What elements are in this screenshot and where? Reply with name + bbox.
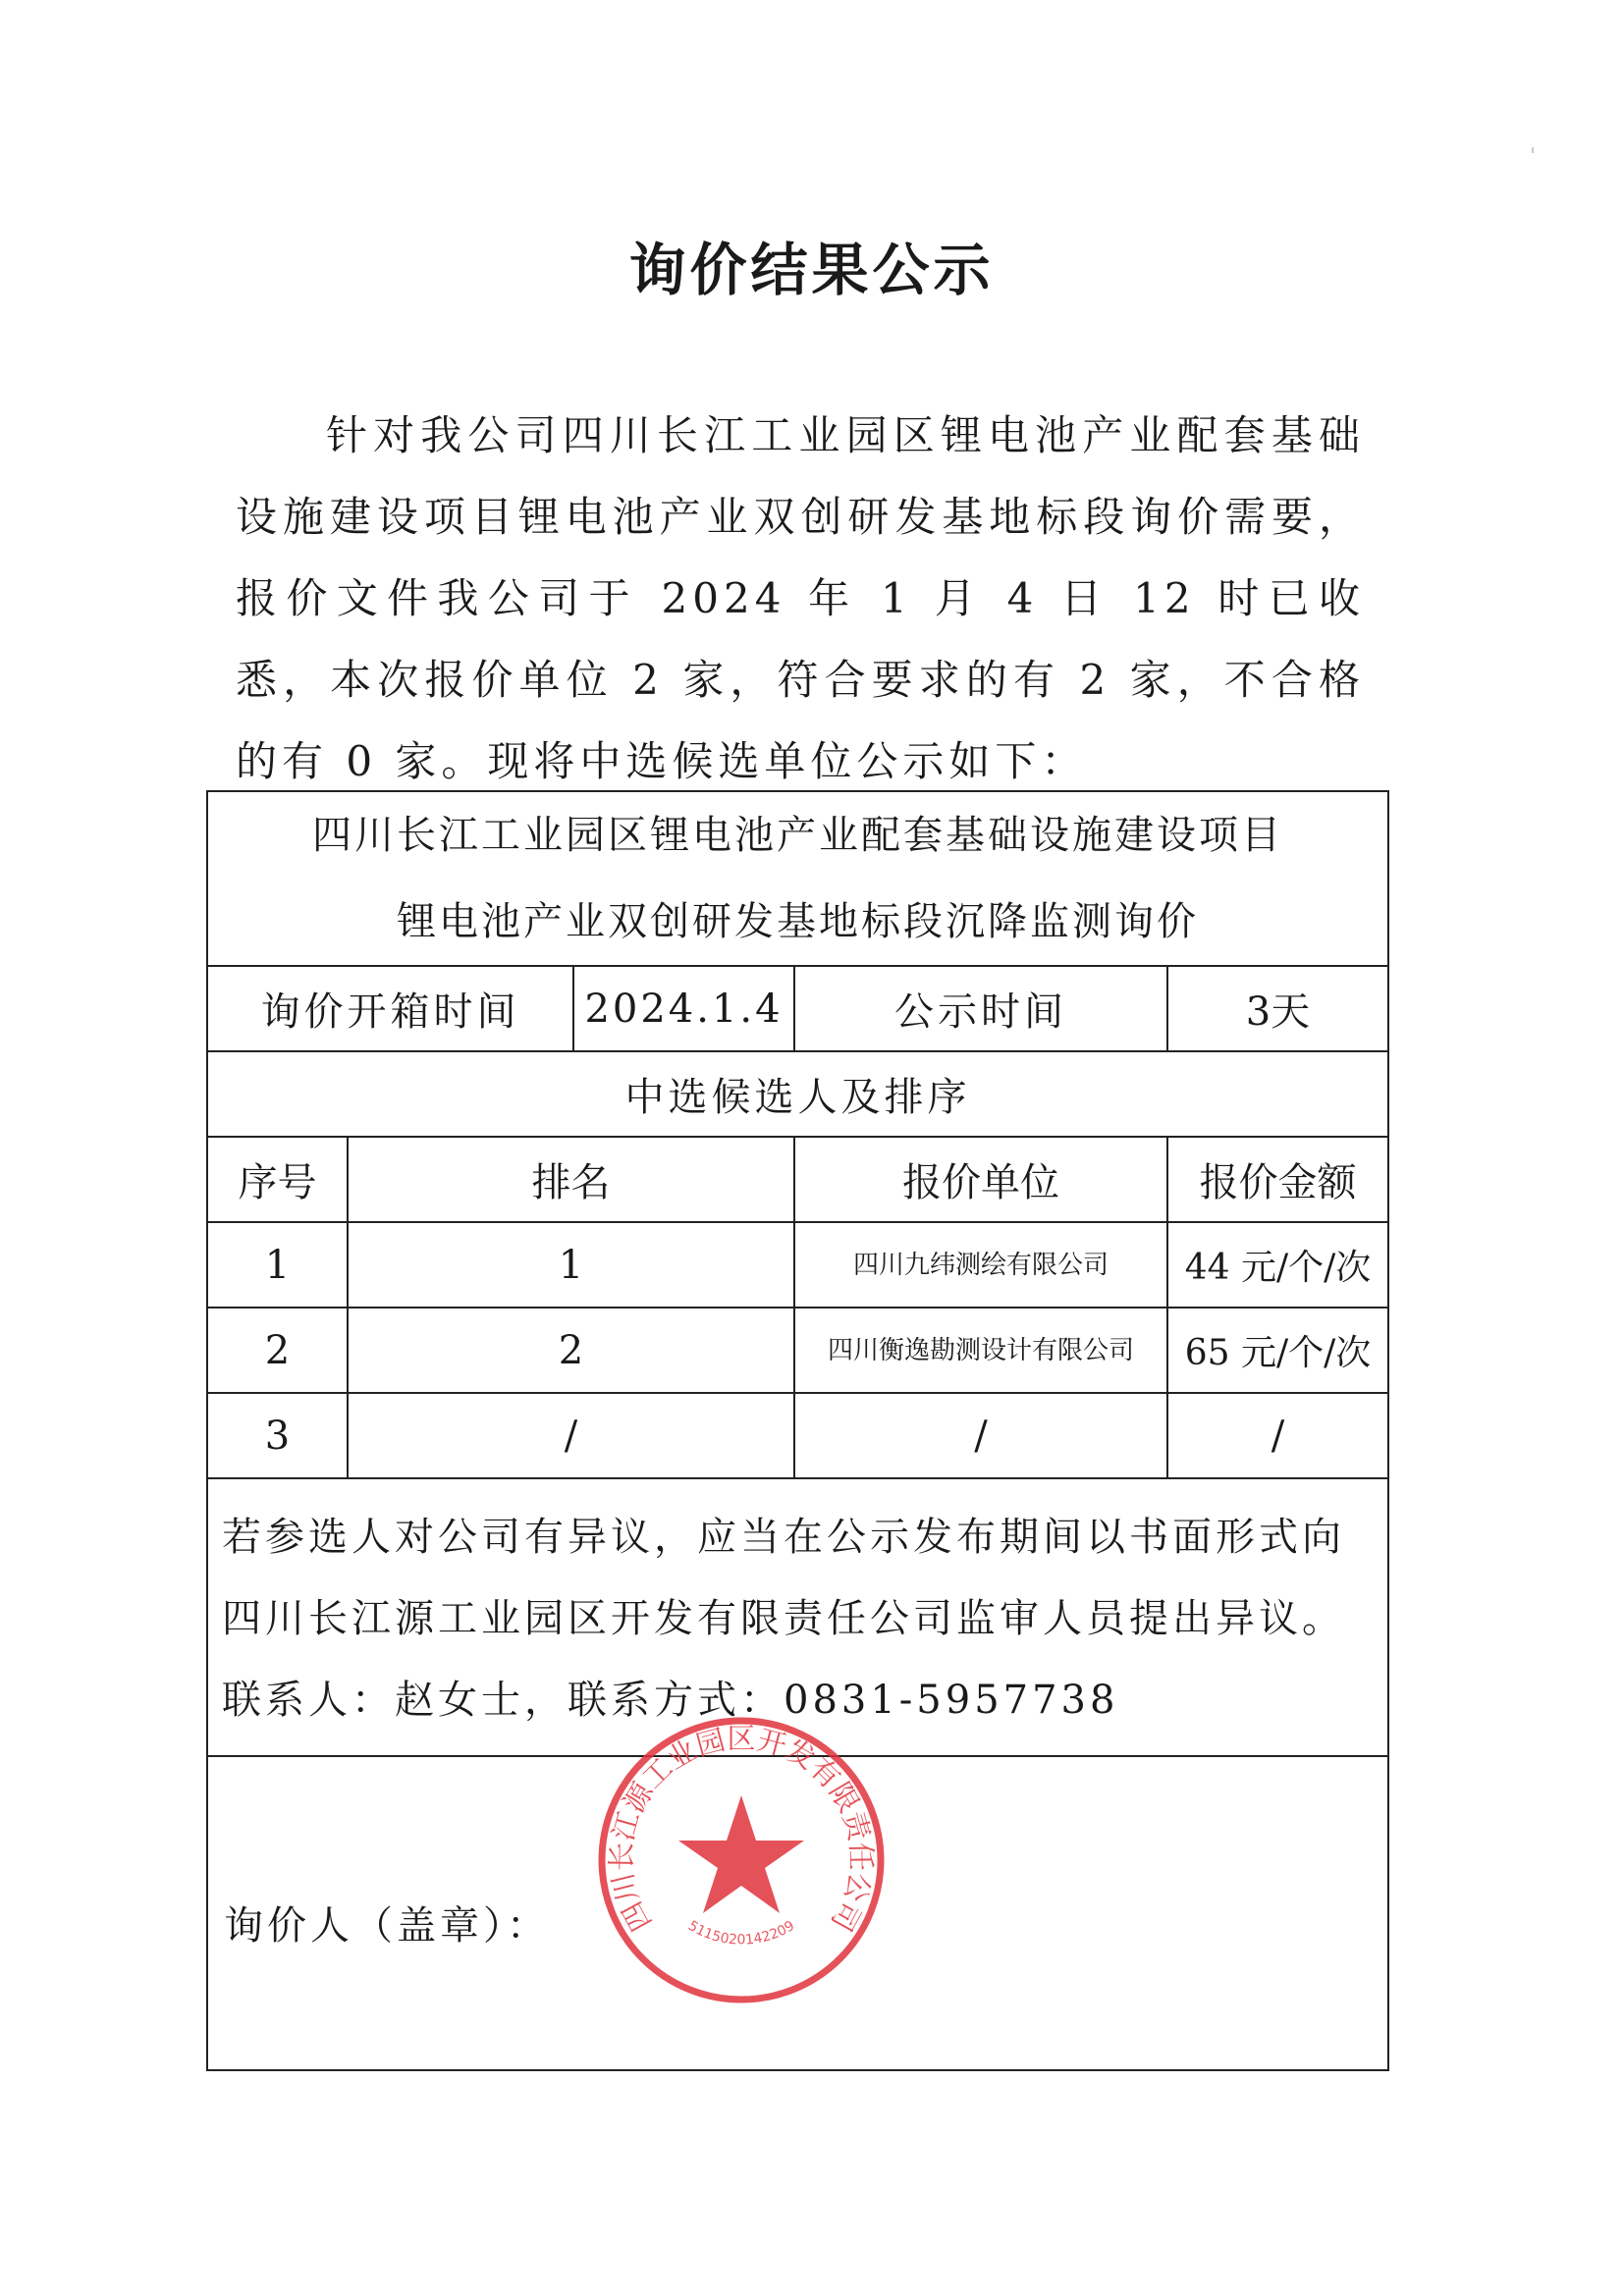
candidates-heading: 中选候选人及排序	[207, 1051, 1388, 1137]
seal-code	[685, 1918, 797, 1949]
row-unit: 四川衡逸勘测设计有限公司	[794, 1308, 1167, 1393]
project-line-2: 锂电池产业双创研发基地标段沉降监测询价	[397, 899, 1200, 944]
row-no: 3	[207, 1393, 348, 1478]
header-amount: 报价金额	[1167, 1137, 1388, 1222]
notice-line-2: 四川长江源工业园区开发有限责任公司监审人员提出异议。	[222, 1596, 1345, 1641]
row-amount: /	[1167, 1393, 1388, 1478]
header-no: 序号	[207, 1137, 348, 1222]
publicity-value: 3天	[1167, 966, 1388, 1051]
open-time-label: 询价开箱时间	[207, 966, 573, 1051]
seal-text-path: 四川长江源工业园区开发有限责任公司	[604, 1722, 879, 1938]
table-row	[207, 1393, 1388, 1478]
seal-star-icon	[678, 1795, 804, 1913]
row-unit: /	[794, 1393, 1167, 1478]
header-rank: 排名	[348, 1137, 794, 1222]
row-rank: 1	[348, 1222, 794, 1308]
row-no: 1	[207, 1222, 348, 1308]
row-amount: 65 元/个/次	[1167, 1308, 1388, 1393]
open-time-value: 2024.1.4	[573, 966, 794, 1051]
header-unit: 报价单位	[794, 1137, 1167, 1222]
publicity-label: 公示时间	[794, 966, 1167, 1051]
project-line-1: 四川长江工业园区锂电池产业配套基础设施建设项目	[312, 813, 1284, 858]
page-title: 询价结果公示	[628, 237, 995, 303]
table-row	[207, 1308, 1388, 1393]
intro-paragraph: 针对我公司四川长江工业园区锂电池产业配套基础设施建设项目锂电池产业双创研发基地标段询价需要，报价文件我公司于 2024 年 1 月 4 日 12 时已收悉，本次报价单位 2 家，符合要求的有 2 家，不合格的有 0 家。现将中选候选单位公示如下：	[236, 411, 1365, 785]
row-no: 2	[207, 1308, 348, 1393]
header-row	[207, 1137, 1388, 1222]
row-rank: /	[348, 1393, 794, 1478]
candidates-heading-row	[207, 1051, 1388, 1137]
info-row	[207, 966, 1388, 1051]
row-amount: 44 元/个/次	[1167, 1222, 1388, 1308]
project-name-cell	[207, 791, 1388, 966]
project-row	[207, 791, 1388, 966]
notice-line-3: 联系人：赵女士，联系方式：0831-5957738	[222, 1678, 1119, 1723]
row-unit: 四川九纬测绘有限公司	[794, 1222, 1167, 1308]
signature-label: 询价人（盖章）：	[224, 1903, 550, 1949]
seal-code-path: 5115020142209	[684, 1917, 798, 1949]
notice-line-1: 若参选人对公司有异议，应当在公示发布期间以书面形式向	[222, 1515, 1345, 1560]
company-seal	[594, 1713, 889, 2007]
table-row	[207, 1222, 1388, 1308]
scan-mark	[1532, 147, 1534, 153]
row-rank: 2	[348, 1308, 794, 1393]
